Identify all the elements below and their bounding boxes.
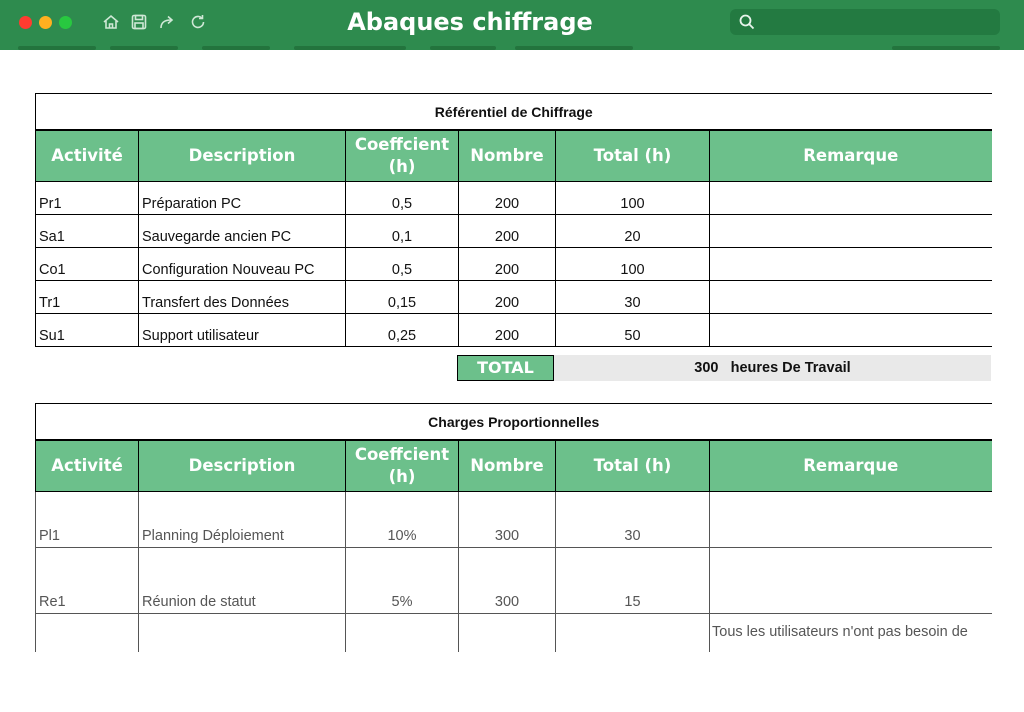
table-row: [36, 248, 992, 281]
spreadsheet-area: [0, 50, 1024, 652]
cell-description[interactable]: [139, 614, 346, 653]
table-row: [36, 548, 992, 614]
cell-remarque[interactable]: [710, 314, 992, 347]
table-row: [36, 215, 992, 248]
cell-coefficient[interactable]: 10%: [346, 492, 459, 548]
column-header-coefficient[interactable]: [346, 130, 459, 182]
cell-nombre[interactable]: 200: [459, 248, 556, 281]
cell-total[interactable]: 15: [556, 548, 710, 614]
cell-nombre[interactable]: 200: [459, 182, 556, 215]
column-header-total[interactable]: Total (h): [556, 440, 710, 492]
cell-total[interactable]: [556, 614, 710, 653]
cell-total[interactable]: 30: [556, 492, 710, 548]
cell-activite[interactable]: Sa1: [36, 215, 139, 248]
table-caption: Référentiel de Chiffrage: [36, 94, 992, 131]
cell-total[interactable]: 50: [556, 314, 710, 347]
table-row: [36, 314, 992, 347]
cell-coefficient[interactable]: 0,15: [346, 281, 459, 314]
cell-nombre[interactable]: 200: [459, 215, 556, 248]
coef-unit: (h): [388, 157, 416, 176]
cell-activite[interactable]: Su1: [36, 314, 139, 347]
total-hours: 300: [694, 360, 719, 376]
column-header-activite[interactable]: Activité: [36, 130, 139, 182]
column-header-remarque[interactable]: Remarque: [710, 440, 992, 492]
cell-remarque[interactable]: [710, 281, 992, 314]
cell-nombre[interactable]: 300: [459, 548, 556, 614]
cell-remarque[interactable]: [710, 182, 992, 215]
table-row: [36, 614, 992, 653]
cell-remarque[interactable]: [710, 248, 992, 281]
cell-activite[interactable]: [36, 614, 139, 653]
cell-nombre[interactable]: 200: [459, 314, 556, 347]
share-icon[interactable]: [158, 13, 176, 31]
column-header-activite[interactable]: Activité: [36, 440, 139, 492]
cell-total[interactable]: 100: [556, 248, 710, 281]
cell-activite[interactable]: Re1: [36, 548, 139, 614]
cell-coefficient[interactable]: 5%: [346, 548, 459, 614]
cell-coefficient[interactable]: [346, 614, 459, 653]
column-header-coefficient[interactable]: [346, 440, 459, 492]
cell-coefficient[interactable]: 0,1: [346, 215, 459, 248]
charges-table: [35, 403, 992, 652]
cell-description[interactable]: Préparation PC: [139, 182, 346, 215]
cell-description[interactable]: Transfert des Données: [139, 281, 346, 314]
search-input[interactable]: [730, 9, 1000, 35]
total-suffix: heures De Travail: [730, 360, 851, 376]
cell-coefficient[interactable]: 0,5: [346, 182, 459, 215]
cell-activite[interactable]: Pr1: [36, 182, 139, 215]
close-window-button[interactable]: [19, 16, 32, 29]
coef-label: Coeffcient: [354, 445, 450, 464]
column-header-total[interactable]: Total (h): [556, 130, 710, 182]
table-row: [36, 281, 992, 314]
maximize-window-button[interactable]: [59, 16, 72, 29]
refresh-icon[interactable]: [189, 13, 207, 31]
save-icon[interactable]: [130, 13, 148, 31]
search-icon: [738, 13, 756, 31]
cell-description[interactable]: Support utilisateur: [139, 314, 346, 347]
column-header-remarque[interactable]: Remarque: [710, 130, 992, 182]
column-header-description[interactable]: Description: [139, 440, 346, 492]
cell-nombre[interactable]: 300: [459, 492, 556, 548]
cell-description[interactable]: Planning Déploiement: [139, 492, 346, 548]
cell-total[interactable]: 100: [556, 182, 710, 215]
cell-description[interactable]: Réunion de statut: [139, 548, 346, 614]
cell-remarque[interactable]: [710, 492, 992, 548]
table-row: [36, 492, 992, 548]
cell-remarque[interactable]: [710, 548, 992, 614]
cell-nombre[interactable]: [459, 614, 556, 653]
cell-description[interactable]: Sauvegarde ancien PC: [139, 215, 346, 248]
minimize-window-button[interactable]: [39, 16, 52, 29]
cell-nombre[interactable]: 200: [459, 281, 556, 314]
total-label[interactable]: TOTAL: [457, 355, 554, 381]
cell-total[interactable]: 30: [556, 281, 710, 314]
cell-activite[interactable]: Pl1: [36, 492, 139, 548]
coef-unit: (h): [388, 467, 416, 486]
coef-label: Coeffcient: [354, 135, 450, 154]
column-header-nombre[interactable]: Nombre: [459, 130, 556, 182]
column-header-description[interactable]: Description: [139, 130, 346, 182]
home-icon[interactable]: [102, 13, 120, 31]
cell-activite[interactable]: Co1: [36, 248, 139, 281]
cell-total[interactable]: 20: [556, 215, 710, 248]
total-value-cell[interactable]: [554, 355, 991, 381]
title-bar: [0, 0, 1024, 50]
cell-description[interactable]: Configuration Nouveau PC: [139, 248, 346, 281]
app-title: Abaques chiffrage: [347, 8, 593, 36]
referentiel-table: [35, 93, 992, 347]
cell-activite[interactable]: Tr1: [36, 281, 139, 314]
table-caption: Charges Proportionnelles: [36, 404, 992, 441]
cell-remarque[interactable]: [710, 215, 992, 248]
cell-coefficient[interactable]: 0,25: [346, 314, 459, 347]
table-row: [36, 182, 992, 215]
cell-remarque[interactable]: Tous les utilisateurs n'ont pas besoin de: [710, 614, 992, 653]
cell-coefficient[interactable]: 0,5: [346, 248, 459, 281]
column-header-nombre[interactable]: Nombre: [459, 440, 556, 492]
